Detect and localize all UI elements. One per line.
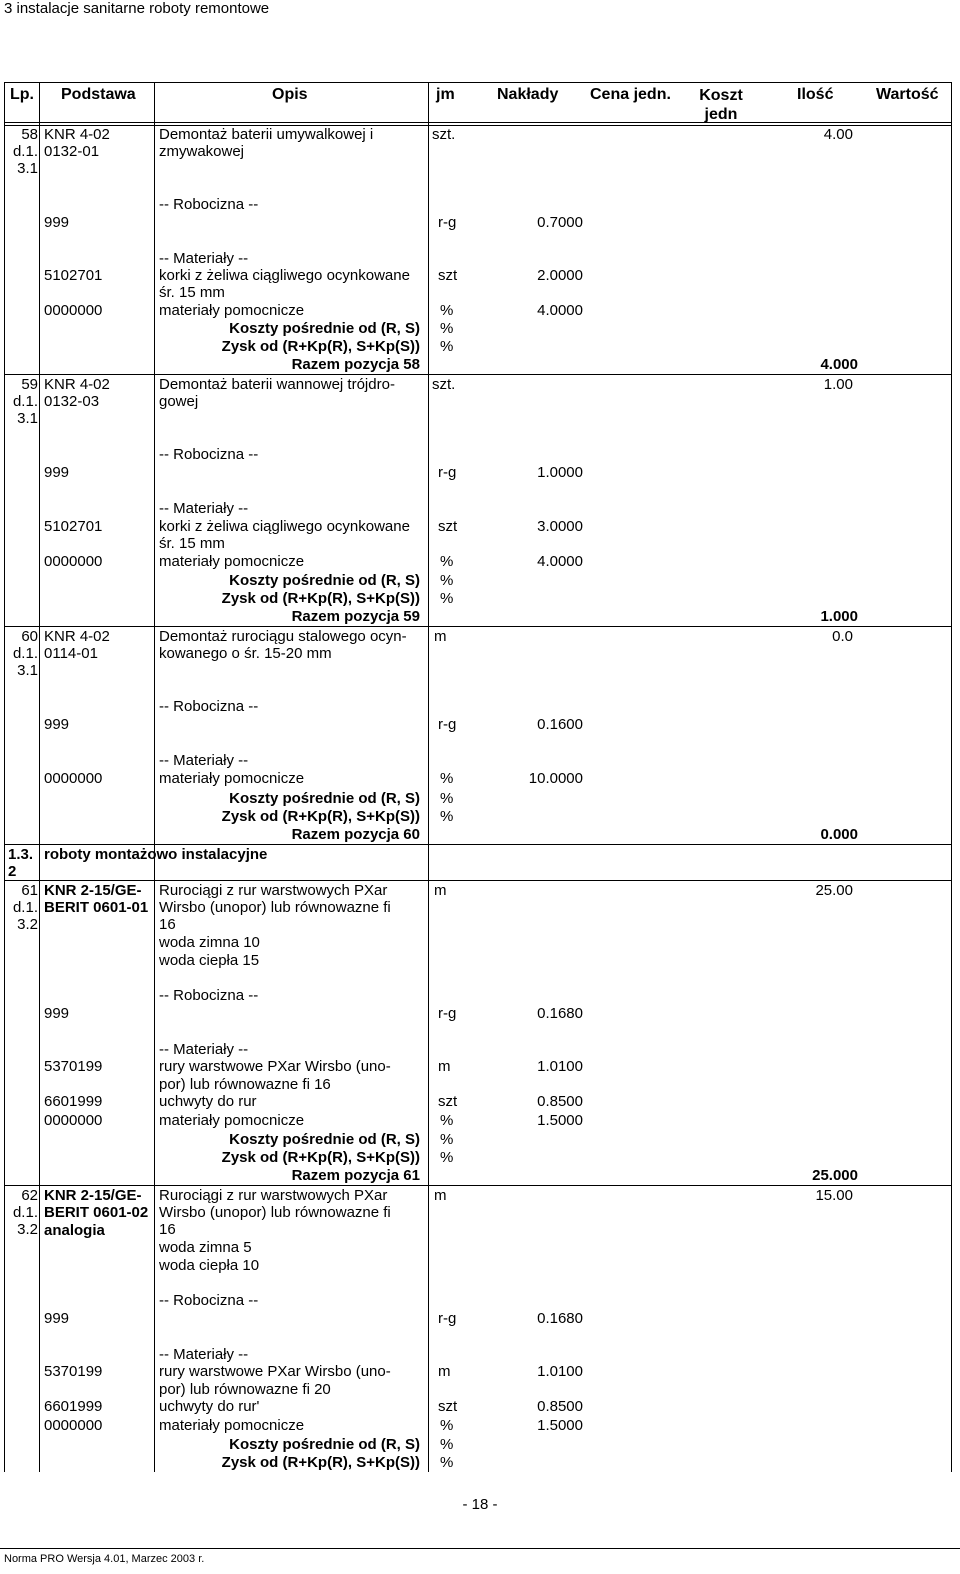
robocizna-code-59: 999 xyxy=(44,464,70,481)
jm-58: szt. xyxy=(432,126,456,143)
material-61-3: materiały pomocnicze xyxy=(159,1112,305,1129)
jm-62: m xyxy=(434,1187,447,1204)
material-value-62-3: 1.5000 xyxy=(537,1417,583,1434)
material-code-61-3: 0000000 xyxy=(44,1112,103,1129)
podstawa-60-a: KNR 4-02 xyxy=(44,628,110,645)
robocizna-code-61: 999 xyxy=(44,1005,70,1022)
koszty-posrednie-61: Koszty pośrednie od (R, S) xyxy=(229,1131,420,1148)
header-podstawa: Podstawa xyxy=(61,86,136,103)
column-divider-opis xyxy=(428,82,429,1472)
robocizna-jm-59: r-g xyxy=(438,464,457,481)
material-59-2: materiały pomocnicze xyxy=(159,553,305,570)
opis-62-e: woda ciepła 10 xyxy=(159,1257,260,1274)
podstawa-62-a: KNR 2-15/GE- xyxy=(44,1187,142,1204)
header-wartosc: Wartość xyxy=(876,86,939,103)
header-jm: jm xyxy=(436,86,455,103)
material-jm-58-1: szt xyxy=(438,267,458,284)
zysk-62: Zysk od (R+Kp(R), S+Kp(S)) xyxy=(221,1454,420,1471)
robocizna-header-60: -- Robocizna -- xyxy=(159,698,259,715)
material-code-59-2: 0000000 xyxy=(44,553,103,570)
opis-62-b: Wirsbo (unopor) lub równowazne fi xyxy=(159,1204,391,1221)
material-jm-60-1: % xyxy=(440,770,454,787)
podstawa-62-c: analogia xyxy=(44,1222,105,1239)
ilosc-58: 4.00 xyxy=(823,126,853,143)
material-code-61-2: 6601999 xyxy=(44,1093,103,1110)
koszty-posrednie-jm-60: % xyxy=(440,790,454,807)
zysk-58: Zysk od (R+Kp(R), S+Kp(S)) xyxy=(221,338,420,355)
opis-60-b: kowanego o śr. 15-20 mm xyxy=(159,645,332,662)
header-koszt-jedn: Koszt jedn xyxy=(699,87,743,123)
robocizna-code-62: 999 xyxy=(44,1310,70,1327)
podstawa-61-a: KNR 2-15/GE- xyxy=(44,882,142,899)
robocizna-jm-61: r-g xyxy=(438,1005,457,1022)
robocizna-value-58: 0.7000 xyxy=(537,214,583,231)
lp-61-num: 3.2 xyxy=(17,916,38,933)
lp-62-d: d.1. xyxy=(12,1204,38,1221)
material-code-60-1: 0000000 xyxy=(44,770,103,787)
koszty-posrednie-jm-61: % xyxy=(440,1131,454,1148)
opis-62-a: Rurociągi z rur warstwowych PXar xyxy=(159,1187,388,1204)
row-divider-61 xyxy=(4,1185,952,1186)
opis-61-a: Rurociągi z rur warstwowych PXar xyxy=(159,882,388,899)
row-divider-59 xyxy=(4,626,952,627)
table-right-border xyxy=(951,82,952,1472)
lp-59-num: 3.1 xyxy=(17,410,38,427)
lp-60: 60 xyxy=(21,628,38,645)
lp-61: 61 xyxy=(21,882,38,899)
row-divider-58 xyxy=(4,374,952,375)
koszty-posrednie-60: Koszty pośrednie od (R, S) xyxy=(229,790,420,807)
material-value-59-1: 3.0000 xyxy=(537,518,583,535)
lp-60-d: d.1. xyxy=(12,645,38,662)
zysk-jm-60: % xyxy=(440,808,454,825)
row-divider-60 xyxy=(4,844,952,845)
razem-58: Razem pozycja 58 xyxy=(291,356,420,373)
podstawa-59-a: KNR 4-02 xyxy=(44,376,110,393)
koszty-posrednie-jm-62: % xyxy=(440,1436,454,1453)
podstawa-58-b: 0132-01 xyxy=(44,143,100,160)
razem-61: Razem pozycja 61 xyxy=(291,1167,420,1184)
opis-62-d: woda zimna 5 xyxy=(159,1239,252,1256)
opis-59-a: Demontaż baterii wannowej trójdro- xyxy=(159,376,395,393)
koszty-posrednie-58: Koszty pośrednie od (R, S) xyxy=(229,320,420,337)
material-58-1-b: śr. 15 mm xyxy=(159,284,225,301)
podstawa-61-b: BERIT 0601-01 xyxy=(44,899,149,916)
koszty-posrednie-jm-58: % xyxy=(440,320,454,337)
column-divider-podstawa xyxy=(154,82,155,1472)
material-value-59-2: 4.0000 xyxy=(537,553,583,570)
section-divider xyxy=(4,880,952,881)
koszty-posrednie-jm-59: % xyxy=(440,572,454,589)
opis-62-c: 16 xyxy=(159,1221,176,1238)
opis-60-a: Demontaż rurociągu stalowego ocyn- xyxy=(159,628,407,645)
material-jm-59-2: % xyxy=(440,553,454,570)
material-jm-61-3: % xyxy=(440,1112,454,1129)
razem-value-60: 0.000 xyxy=(820,826,858,843)
header-cena-jedn: Cena jedn. xyxy=(590,86,671,103)
podstawa-58-a: KNR 4-02 xyxy=(44,126,110,143)
ilosc-62: 15.00 xyxy=(815,1187,853,1204)
column-divider-lp xyxy=(39,82,40,1472)
header-bottom-border xyxy=(4,122,952,123)
robocizna-header-62: -- Robocizna -- xyxy=(159,1292,259,1309)
material-value-58-2: 4.0000 xyxy=(537,302,583,319)
robocizna-jm-60: r-g xyxy=(438,716,457,733)
material-code-61-1: 5370199 xyxy=(44,1058,103,1075)
section-number-b: 2 xyxy=(8,863,17,880)
material-61-2: uchwyty do rur xyxy=(159,1093,257,1110)
material-code-62-3: 0000000 xyxy=(44,1417,103,1434)
zysk-61: Zysk od (R+Kp(R), S+Kp(S)) xyxy=(221,1149,420,1166)
lp-62-num: 3.2 xyxy=(17,1221,38,1238)
zysk-jm-59: % xyxy=(440,590,454,607)
material-code-62-2: 6601999 xyxy=(44,1398,103,1415)
materialy-header-60: -- Materiały -- xyxy=(159,752,249,769)
material-jm-61-2: szt xyxy=(438,1093,458,1110)
material-code-59-1: 5102701 xyxy=(44,518,103,535)
header-top-border xyxy=(4,82,952,83)
robocizna-header-59: -- Robocizna -- xyxy=(159,446,259,463)
razem-value-58: 4.000 xyxy=(820,356,858,373)
material-value-61-1: 1.0100 xyxy=(537,1058,583,1075)
zysk-jm-62: % xyxy=(440,1454,454,1471)
opis-59-b: gowej xyxy=(159,393,199,410)
material-value-61-3: 1.5000 xyxy=(537,1112,583,1129)
lp-58-d: d.1. xyxy=(12,143,38,160)
section-title: roboty montażowo instalacyjne xyxy=(44,846,268,863)
material-jm-61-1: m xyxy=(438,1058,451,1075)
jm-59: szt. xyxy=(432,376,456,393)
material-value-60-1: 10.0000 xyxy=(528,770,583,787)
document-title: 3 instalacje sanitarne roboty remontowe xyxy=(4,0,270,17)
zysk-jm-61: % xyxy=(440,1149,454,1166)
material-jm-58-2: % xyxy=(440,302,454,319)
jm-60: m xyxy=(434,628,447,645)
lp-60-num: 3.1 xyxy=(17,662,38,679)
koszty-posrednie-62: Koszty pośrednie od (R, S) xyxy=(229,1436,420,1453)
material-60-1: materiały pomocnicze xyxy=(159,770,305,787)
opis-61-d: woda zimna 10 xyxy=(159,934,260,951)
razem-60: Razem pozycja 60 xyxy=(291,826,420,843)
page-number: - 18 - xyxy=(462,1496,498,1513)
ilosc-60: 0.0 xyxy=(832,628,853,645)
materialy-header-59: -- Materiały -- xyxy=(159,500,249,517)
material-value-62-1: 1.0100 xyxy=(537,1363,583,1380)
materialy-header-61: -- Materiały -- xyxy=(159,1041,249,1058)
opis-58-b: zmywakowej xyxy=(159,143,245,160)
lp-58: 58 xyxy=(21,126,38,143)
robocizna-jm-62: r-g xyxy=(438,1310,457,1327)
razem-value-61: 25.000 xyxy=(812,1167,858,1184)
header-lp: Lp. xyxy=(10,86,34,103)
material-61-1-b: por) lub równowazne fi 16 xyxy=(159,1076,331,1093)
footer-version: Norma PRO Wersja 4.01, Marzec 2003 r. xyxy=(4,1553,205,1565)
zysk-60: Zysk od (R+Kp(R), S+Kp(S)) xyxy=(221,808,420,825)
material-jm-62-1: m xyxy=(438,1363,451,1380)
material-59-1-b: śr. 15 mm xyxy=(159,535,225,552)
zysk-jm-58: % xyxy=(440,338,454,355)
podstawa-59-b: 0132-03 xyxy=(44,393,100,410)
ilosc-61: 25.00 xyxy=(815,882,853,899)
razem-value-59: 1.000 xyxy=(820,608,858,625)
header-opis: Opis xyxy=(272,86,308,103)
material-62-1-b: por) lub równowazne fi 20 xyxy=(159,1381,331,1398)
razem-59: Razem pozycja 59 xyxy=(291,608,420,625)
material-62-2: uchwyty do rur' xyxy=(159,1398,260,1415)
robocizna-header-58: -- Robocizna -- xyxy=(159,196,259,213)
material-61-1-a: rury warstwowe PXar Wirsbo (uno- xyxy=(159,1058,391,1075)
lp-59: 59 xyxy=(21,376,38,393)
material-jm-62-3: % xyxy=(440,1417,454,1434)
robocizna-code-60: 999 xyxy=(44,716,70,733)
robocizna-code-58: 999 xyxy=(44,214,70,231)
robocizna-jm-58: r-g xyxy=(438,214,457,231)
material-59-1-a: korki z żeliwa ciągliwego ocynkowane xyxy=(159,518,410,535)
material-code-62-1: 5370199 xyxy=(44,1363,103,1380)
lp-58-num: 3.1 xyxy=(17,160,38,177)
material-62-1-a: rury warstwowe PXar Wirsbo (uno- xyxy=(159,1363,391,1380)
material-58-1-a: korki z żeliwa ciągliwego ocynkowane xyxy=(159,267,410,284)
lp-59-d: d.1. xyxy=(12,393,38,410)
zysk-59: Zysk od (R+Kp(R), S+Kp(S)) xyxy=(221,590,420,607)
lp-62: 62 xyxy=(21,1187,38,1204)
material-code-58-1: 5102701 xyxy=(44,267,103,284)
material-jm-59-1: szt xyxy=(438,518,458,535)
robocizna-value-61: 0.1680 xyxy=(537,1005,583,1022)
footer-rule xyxy=(0,1548,960,1549)
opis-61-e: woda ciepła 15 xyxy=(159,952,260,969)
lp-61-d: d.1. xyxy=(12,899,38,916)
robocizna-header-61: -- Robocizna -- xyxy=(159,987,259,1004)
header-naklady: Nakłady xyxy=(497,86,559,103)
materialy-header-62: -- Materiały -- xyxy=(159,1346,249,1363)
podstawa-62-b: BERIT 0601-02 xyxy=(44,1204,149,1221)
material-value-58-1: 2.0000 xyxy=(537,267,583,284)
section-number-a: 1.3. xyxy=(8,846,34,863)
material-62-3: materiały pomocnicze xyxy=(159,1417,305,1434)
ilosc-59: 1.00 xyxy=(823,376,853,393)
opis-58-a: Demontaż baterii umywalkowej i xyxy=(159,126,374,143)
material-jm-62-2: szt xyxy=(438,1398,458,1415)
opis-61-c: 16 xyxy=(159,916,176,933)
material-58-2: materiały pomocnicze xyxy=(159,302,305,319)
opis-61-b: Wirsbo (unopor) lub równowazne fi xyxy=(159,899,391,916)
robocizna-value-60: 0.1600 xyxy=(537,716,583,733)
material-value-62-2: 0.8500 xyxy=(537,1398,583,1415)
header-ilosc: Ilość xyxy=(797,86,834,103)
materialy-header-58: -- Materiały -- xyxy=(159,250,249,267)
material-code-58-2: 0000000 xyxy=(44,302,103,319)
podstawa-60-b: 0114-01 xyxy=(44,645,98,662)
material-value-61-2: 0.8500 xyxy=(537,1093,583,1110)
robocizna-value-62: 0.1680 xyxy=(537,1310,583,1327)
robocizna-value-59: 1.0000 xyxy=(537,464,583,481)
table-left-border xyxy=(4,82,5,1472)
jm-61: m xyxy=(434,882,447,899)
koszty-posrednie-59: Koszty pośrednie od (R, S) xyxy=(229,572,420,589)
